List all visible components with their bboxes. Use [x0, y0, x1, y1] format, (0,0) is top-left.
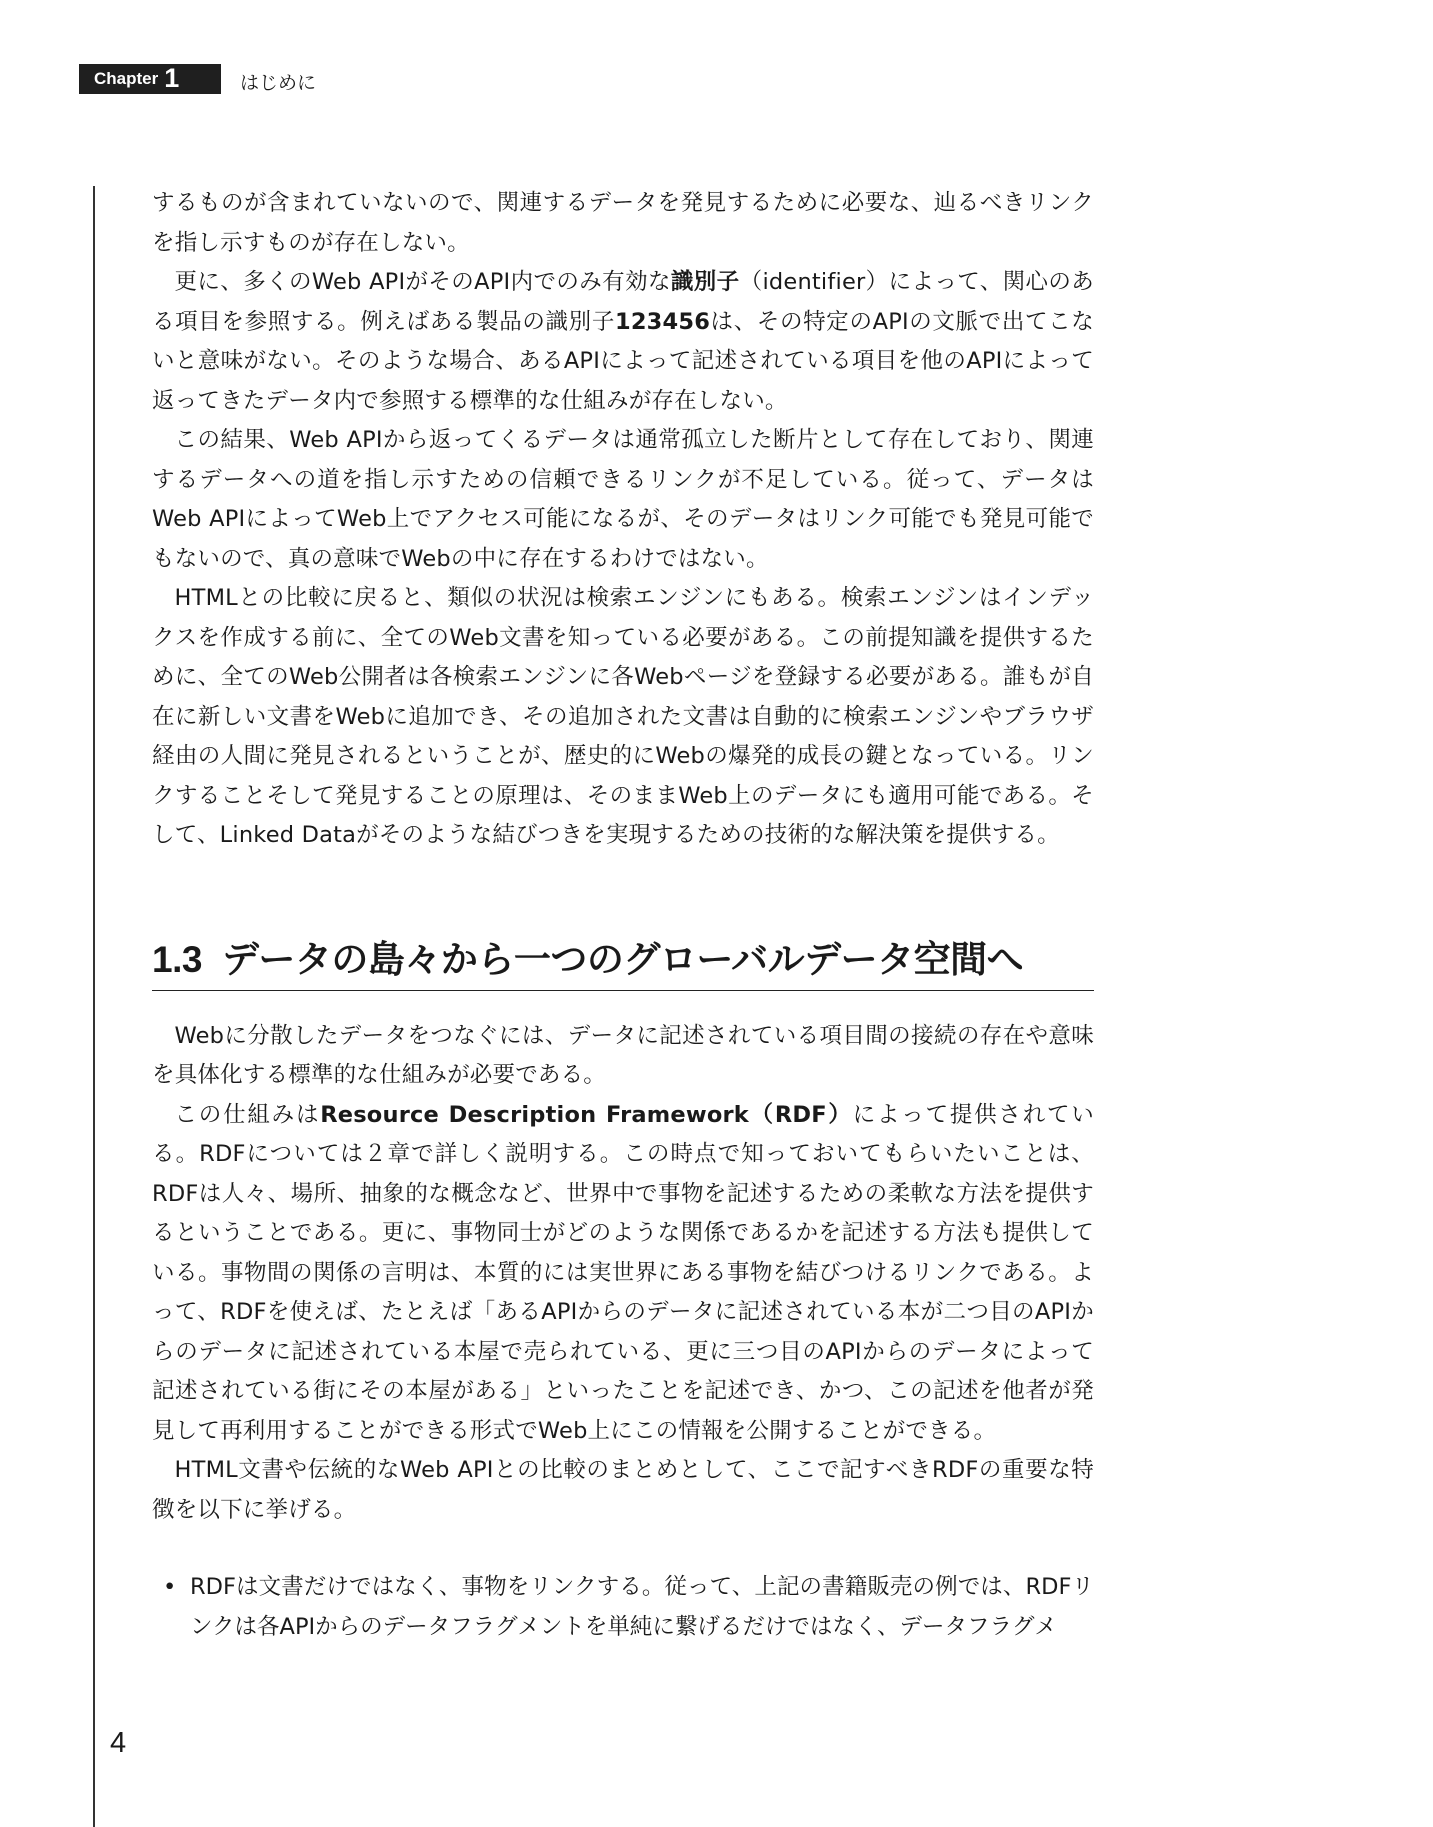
bullet-mark: • — [163, 1574, 177, 1600]
paragraph-3: この結果、Web APIから返ってくるデータは通常孤立した断片として存在しており、関連するデータへの道を指し示すための信頼できるリンクが不足している。従って、データはWeb APIによってWeb上でアクセス可能になるが、そのデータはリンク可能でも発見可能でもないので、真の意味でWebの中に存在するわけではない。 — [152, 427, 1094, 572]
page-number: 4 — [110, 1727, 127, 1759]
list-item — [152, 1568, 1094, 1647]
section-title: データの島々から一つのグローバルデータ空間へ — [221, 937, 1024, 981]
paragraph-4: HTMLとの比較に戻ると、類似の状況は検索エンジンにもある。検索エンジンはインデックスを作成する前に、全てのWeb文書を知っている必要がある。この前提知識を提供するために、全てのWeb公開者は各検索エンジンに各Webページを登録する必要がある。誰もが自在に新しい文書をWebに追加でき、その追加された文書は自動的に検索エンジンやブラウザ経由の人間に発見されるということが、歴史的にWebの爆発的成長の鍵となっている。リンクすることそして発見することの原理は、そのままWeb上のデータにも適用可能である。そして、Linked Dataがそのような結びつきを実現するための技術的な解決策を提供する。 — [152, 585, 1094, 848]
chapter-label: Chapter — [94, 69, 159, 88]
chapter-number: 1 — [164, 62, 180, 93]
running-title: はじめに — [240, 72, 317, 94]
paragraph-2 — [152, 263, 1094, 421]
margin-rule — [93, 186, 95, 1827]
section-heading — [152, 932, 1094, 991]
section-paragraph-2-text: この仕組みはResource Description Framework（RDF）によって提供されている。RDFについては２章で詳しく説明する。この時点で知っておいてもらいたいことは、RDFは人々、場所、抽象的な概念など、世界中で事物を記述するための柔軟な方法を提供するということである。更に、事物同士がどのような関係であるかを記述する方法も提供している。事物間の関係の言明は、本質的には実世界にある事物を結びつけるリンクである。よって、RDFを使えば、たとえば「あるAPIからのデータに記述されている本が二つ目のAPIからのデータに記述されている本屋で売られている、更に三つ目のAPIからのデータによって記述されている街にその本屋がある」といったことを記述でき、かつ、この記述を他者が発見して再利用することができる形式でWeb上にこの情報を公開することができる。 — [152, 1101, 1094, 1444]
emphasized-term: 123456 — [614, 308, 711, 335]
paragraph-1: するものが含まれていないので、関連するデータを発見するために必要な、辿るべきリンクを指し示すものが存在しない。 — [152, 190, 1094, 256]
section-body — [152, 1017, 1094, 1531]
section-paragraph-1: Webに分散したデータをつなぐには、データに記述されている項目間の接続の存在や意味を具体化する標準的な仕組みが必要である。 — [152, 1022, 1094, 1088]
list-item-text: RDFは文書だけではなく、事物をリンクする。従って、上記の書籍販売の例では、RDFリンクは各APIからのデータフラグメントを単純に繋げるだけではなく、データフラグメ — [190, 1574, 1094, 1640]
emphasized-term: 識別子 — [670, 269, 740, 295]
paragraph-2-text: 更に、多くのWeb APIがそのAPI内でのみ有効な識別子（identifier）によって、関心のある項目を参照する。例えばある製品の識別子123456は、その特定のAPIの文脈で出てこないと意味がない。そのような場合、あるAPIによって記述されている項目を他のAPIによって返ってきたデータ内で参照する標準的な仕組みが存在しない。 — [152, 269, 1094, 414]
feature-list — [152, 1568, 1094, 1647]
chapter-tab — [79, 64, 221, 94]
page-body — [152, 184, 1094, 1647]
section-number: 1.3 — [152, 938, 202, 980]
emphasized-term: Resource Description Framework（RDF） — [320, 1101, 853, 1128]
section-paragraph-3: HTML文書や伝統的なWeb APIとの比較のまとめとして、ここで記すべきRDFの重要な特徴を以下に挙げる。 — [152, 1457, 1094, 1523]
section-paragraph-2 — [152, 1096, 1094, 1452]
